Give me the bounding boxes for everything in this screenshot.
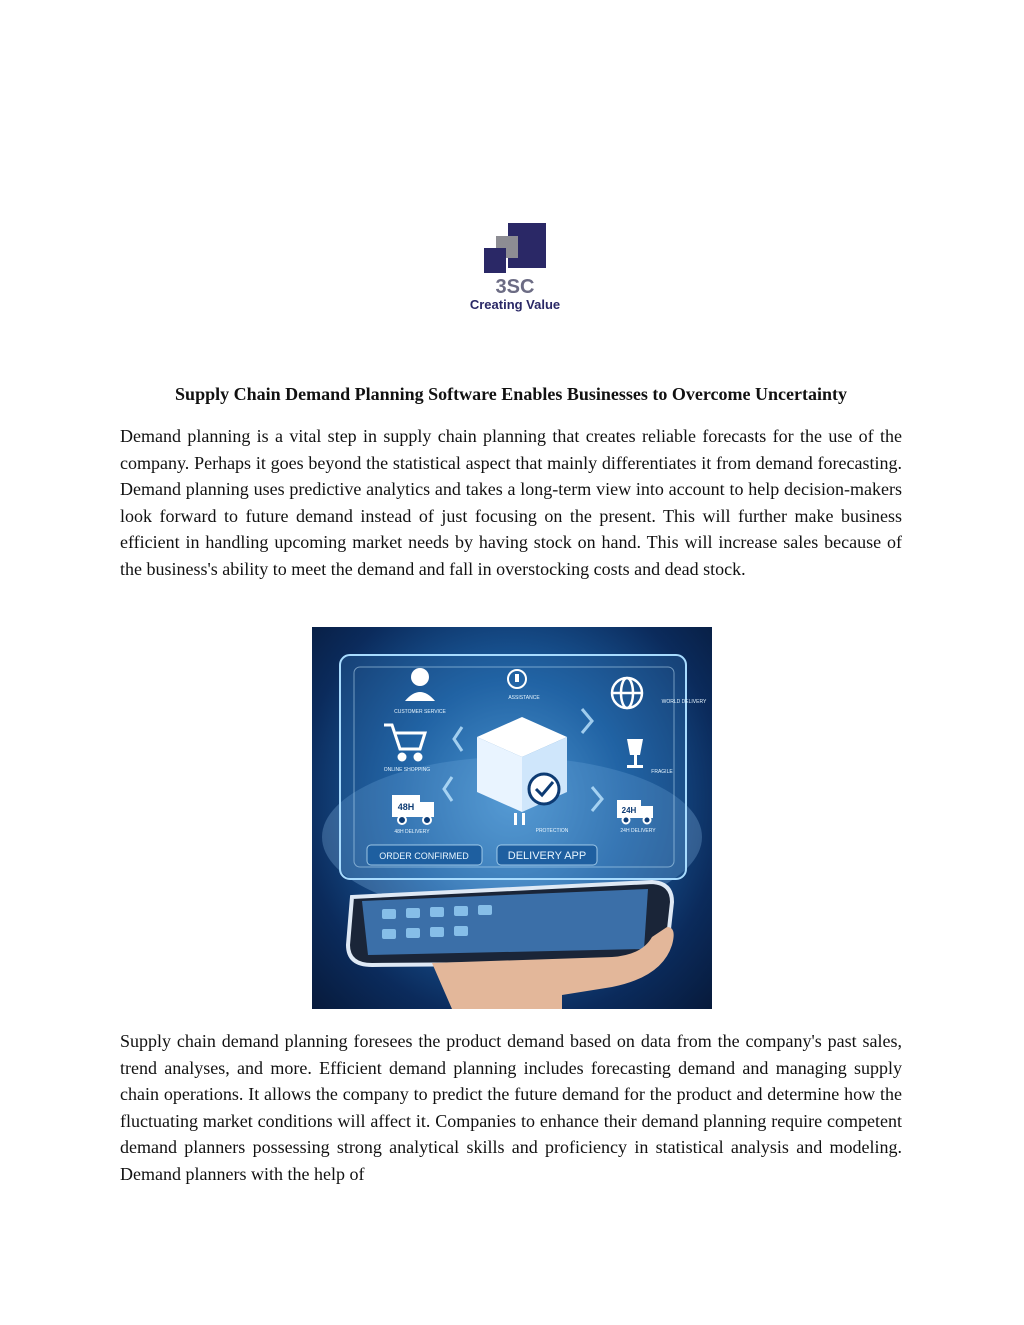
paragraph-1: Demand planning is a vital step in supply chain planning that creates reliable forecasts for the use of the company. Perhaps it goes beyond the statistical aspect that mainly differentiates it from demand forecasting. Demand planning uses predictive analytics and takes a long-term view into account to help decision-makers look forward to future demand instead of just focusing on the present. This will further make business efficient in handling upcoming market needs by having stock on hand. This will increase sales because of the business's ability to meet the demand and fall in overstocking costs and dead stock. xyxy=(120,426,902,579)
delivery-app-illustration xyxy=(312,627,712,1009)
protection-label: PROTECTION xyxy=(535,828,569,834)
document-title: Supply Chain Demand Planning Software Enables Businesses to Overcome Uncertainty xyxy=(175,384,847,404)
24h-badge: 24H xyxy=(621,806,637,815)
company-logo xyxy=(460,220,570,320)
48h-badge: 48H xyxy=(397,802,415,812)
paragraph-2: Supply chain demand planning foresees the product demand based on data from the company's past sales, trend analyses, and more. Efficient demand planning includes forecasting demand and managing supply chain operations. It allows the company to predict the future demand for the product and determine how the fluctuating market conditions will affect it. Companies to enhance their demand planning require competent demand planners possessing strong analytical skills and proficiency in statistical analysis and modeling. Demand planners with the help of xyxy=(120,1031,902,1184)
logo-square-small xyxy=(484,248,506,273)
logo-brand-name: 3SC xyxy=(495,276,535,298)
logo-tagline: Creating Value xyxy=(469,297,561,312)
online-shopping-label: ONLINE SHOPPING xyxy=(383,767,431,773)
order-confirmed-label: ORDER CONFIRMED xyxy=(379,851,469,861)
48h-delivery-label: 48H DELIVERY xyxy=(394,829,430,835)
world-delivery-label: WORLD DELIVERY xyxy=(661,699,707,705)
smartphone-icon xyxy=(348,882,672,965)
fragile-label: FRAGILE xyxy=(651,769,673,775)
24h-delivery-label: 24H DELIVERY xyxy=(620,828,656,834)
package-box-icon xyxy=(477,717,567,812)
assistance-label: ASSISTANCE xyxy=(508,695,540,701)
customer-service-label: CUSTOMER SERVICE xyxy=(394,709,446,715)
delivery-app-label: DELIVERY APP xyxy=(507,850,587,862)
